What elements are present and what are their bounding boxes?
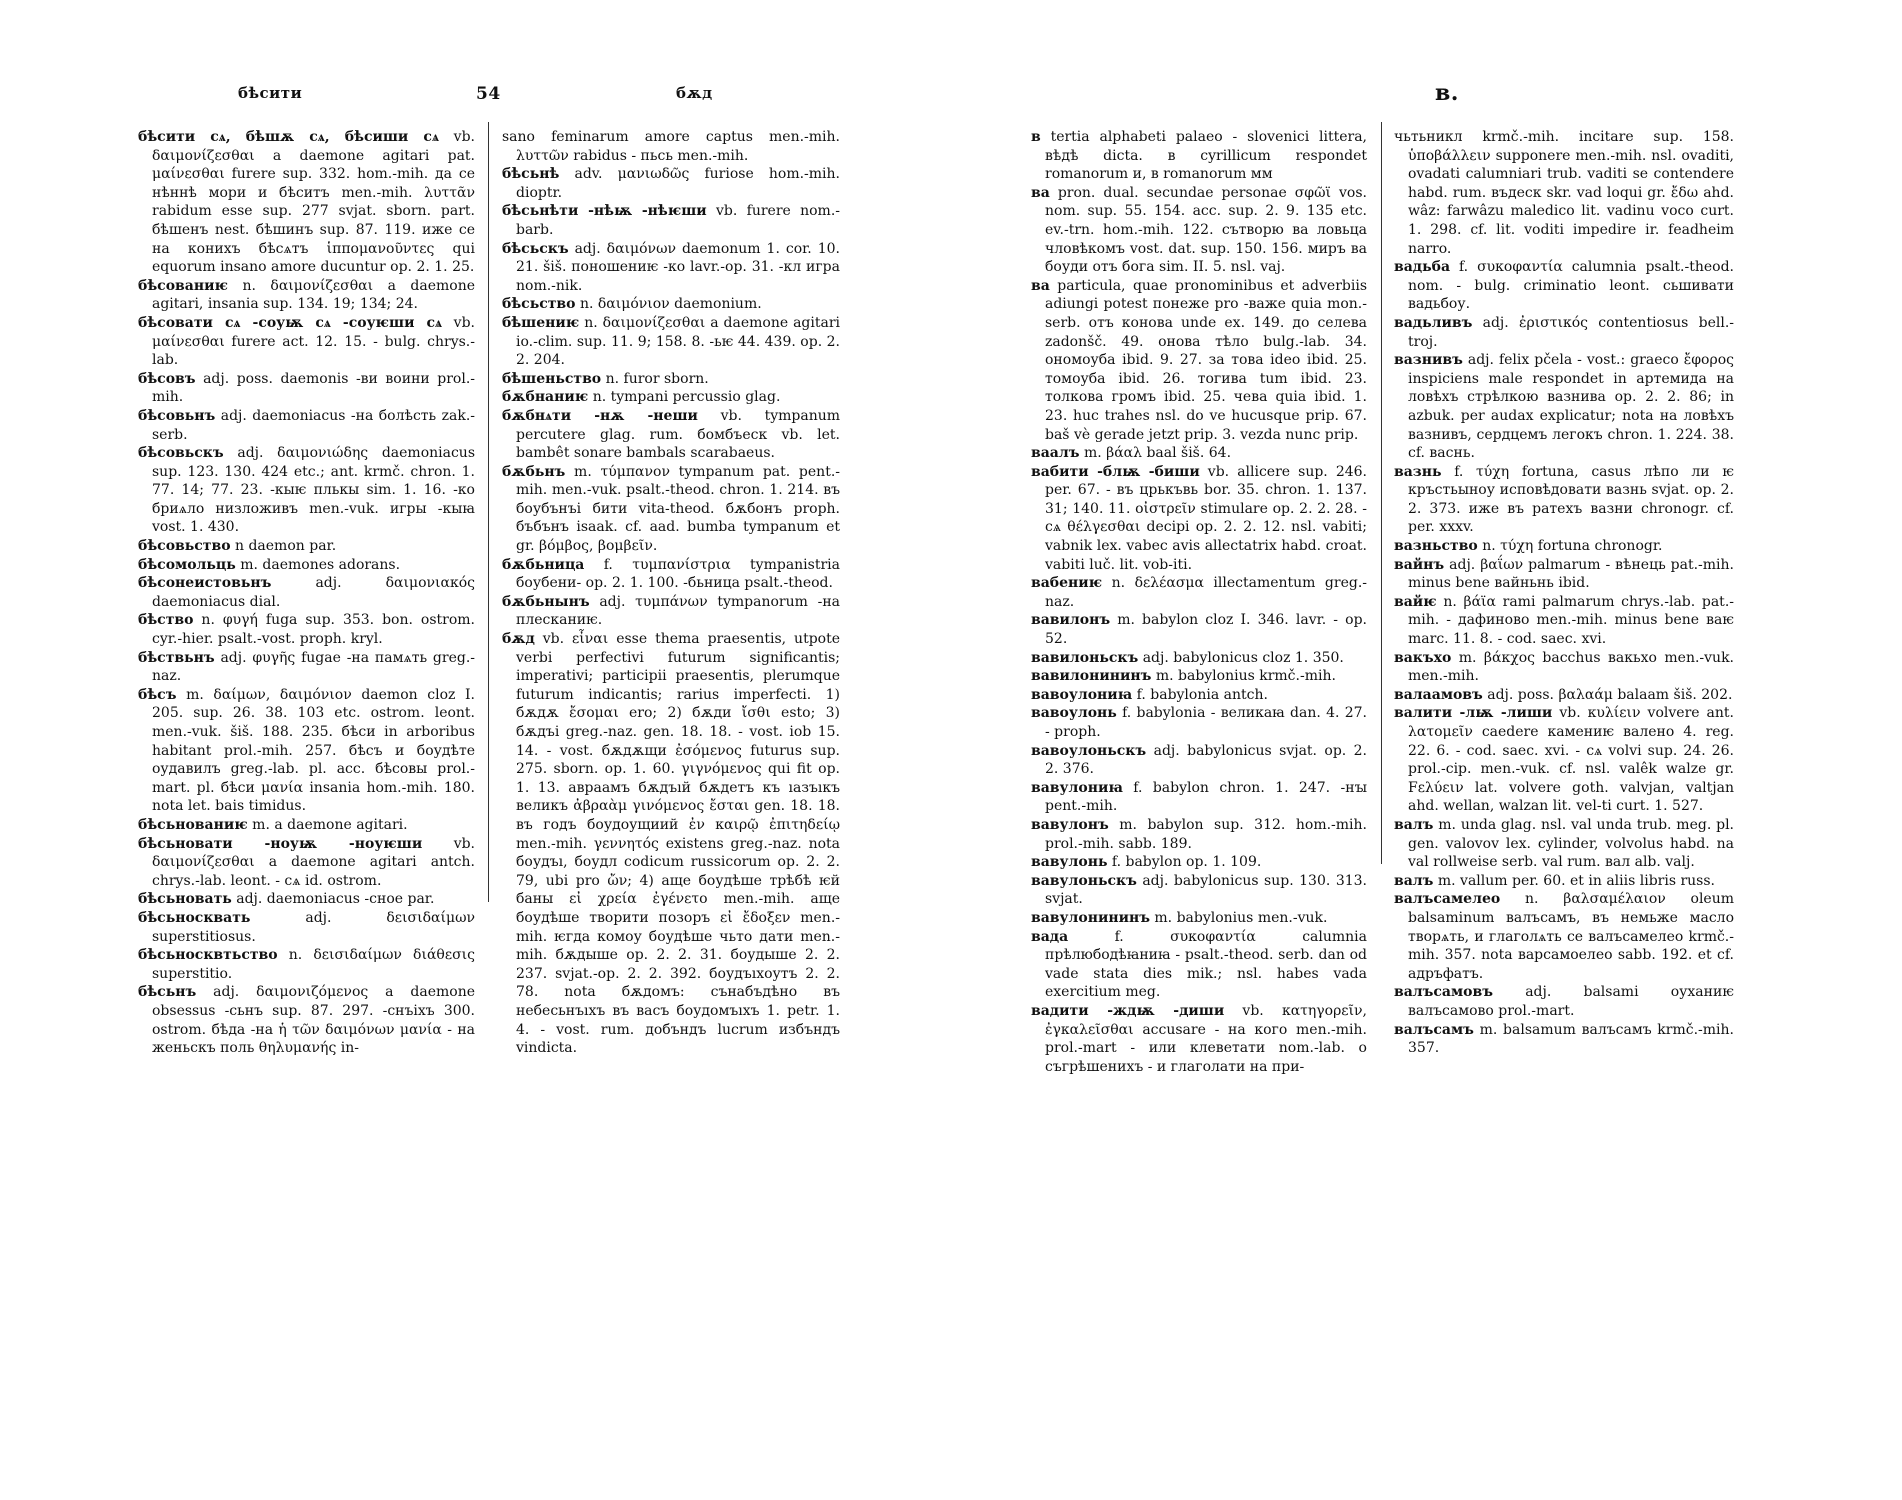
column-divider [488,122,489,902]
dictionary-entry [1394,128,1734,258]
entry-headword: валъ [1394,872,1434,889]
dictionary-entry [138,556,475,575]
dictionary-entry [1394,593,1734,649]
entry-definition: n. δεισιδαίμων διάθεσις superstitio. [152,947,475,982]
entry-headword: вада [1031,928,1069,945]
entry-definition: f. babylon chron. 1. 247. -нꙑ pent.-mih. [1045,779,1367,815]
running-head-left: бѣсити [238,84,303,102]
entry-definition: чьтьникл krmč.-mih. incitare sup. 158. ὑποβάλλειν supponere men.-mih. nsl. ovaditi, ovadati calumniari trub. vaditi se contendere habd. rum. въдеск skr. vad loqui gr. ἔδω ahd. wâz: farwâzu maledico lit. vadinu voco curt. 1. 298. cf. lit. voditi impedire ir. feadheim narro. [1394,129,1734,257]
entry-headword: бѫбьнъ [502,463,566,480]
dictionary-entry [138,277,475,314]
dictionary-entry [502,556,840,593]
dictionary-entry [1394,351,1734,463]
entry-definition: m. vallum per. 60. et in aliis libris russ. [1437,872,1715,889]
entry-definition: f. συκοφαντία calumnia прѣлюбодѣꙗниꙗ - psalt.-theod. serb. dan od vade stata dies mik.; nsl. habes vada exercitium meg. [1045,928,1367,1001]
entry-definition: f. babylon op. 1. 109. [1111,854,1262,871]
dictionary-entry [1031,667,1367,686]
entry-headword: бѣсьносквать [138,909,251,926]
entry-definition: m. balsamum валъсамъ krmč.-mih. 357. [1408,1021,1735,1057]
entry-definition: adj. felix pčela - vost.: graeco ἔφορος inspiciens male respondet in артемида на ловѣхъ стрѣлкою вазнива op. 2. 2. 86; in azbuk. per audax explicatur; nota на ловѣхъ вазнивъ, сердцемъ легокъ chron. 1. 224. 38. cf. васнь. [1408,352,1734,462]
entry-definition: m. βάαλ baal šiš. 64. [1083,445,1232,462]
dictionary-entry [1031,742,1367,779]
entry-headword: вайѥ [1394,593,1437,610]
entry-headword: бѣсованиѥ [138,277,228,294]
entry-headword: бѫбьница [502,556,585,573]
entry-headword: валити -лѭ -лиши [1394,705,1553,722]
entry-definition: m. babylon sup. 312. hom.-mih. prol.-mih. sabb. 189. [1045,816,1367,852]
entry-headword: бѣсьнѣти -нѣѭ -нѣѥши [502,203,707,220]
entry-definition: adj. ἐριστικός contentiosus bell.-troj. [1408,314,1734,350]
dictionary-entry [1394,258,1734,314]
entry-definition: vb. furere nom.-barb. [516,203,840,238]
dictionary-entry [1394,704,1734,816]
entry-headword: вавулонъ [1031,816,1109,833]
entry-headword: валъсамовъ [1394,984,1493,1001]
entry-headword: вавулониꙗ [1031,779,1123,796]
entry-definition: tertia alphabeti palaeo - slovenici littera, вѣдѣ dicta. в cyrillicum respondet romanorum и, в romanorum мм [1045,129,1367,183]
page-number: 54 [476,84,501,104]
entry-definition: adj. δαιμόνων daemonum 1. cor. 10. 21. šiš. поношениѥ -ко lavr.-op. 31. -кл игра nom.-nik. [516,240,840,294]
running-head [0,84,951,108]
dictionary-entry [138,835,475,891]
dictionary-entry [1394,537,1734,556]
entry-headword: бѣствьнъ [138,649,215,666]
right-page [951,0,1902,1500]
entry-definition: adv. μανιωδῶς furiose hom.-mih. dioptr. [516,166,841,201]
entry-headword: бѣсьнѣ [502,166,560,183]
entry-headword: вавилоньскъ [1031,649,1139,666]
entry-headword: бѫбнѧти -нѫ -неши [502,407,698,424]
entry-definition: adj. daemoniacus -сное par. [236,891,435,908]
entry-headword: валъсамелео [1394,891,1501,908]
entry-definition: m. βάκχος bacchus вакьхо men.-vuk. men.-mih. [1408,649,1735,685]
entry-definition: adj. babylonicus cloz 1. 350. [1142,649,1344,666]
entry-headword: вайнъ [1394,556,1445,573]
entry-headword: валъсамъ [1394,1021,1474,1038]
entry-definition: m. a daemone agitari. [252,816,408,833]
entry-definition: vb. allicere sup. 246. per. 67. - въ црькъвь bor. 35. chron. 1. 137. 31; 140. 11. οἰστρεῖν stimulare op. 2. 2. 28. - сѧ θέλγεσθαι decipi op. 2. 2. 12. nsl. vabiti; vabnik lex. vabec avis allectatrix habd. croat. vabiti luč. lit. vob-iti. [1045,463,1367,573]
entry-definition: adj. babylonicus svjat. op. 2. 2. 376. [1045,742,1368,778]
entry-headword: вазньство [1394,538,1478,555]
dictionary-entry [138,407,475,444]
dictionary-entry [138,890,475,909]
entry-definition: adj. τυμπάνων tympanorum -на плесканиѥ. [516,593,841,629]
entry-headword: вакъхо [1394,649,1452,666]
entry-headword: вазнивъ [1394,352,1463,369]
dictionary-entry [502,463,840,556]
entry-headword: бѣсьновати -ноуѭ -ноуѥши [138,835,423,852]
dictionary-entry [138,816,475,835]
entry-headword: вавилонининъ [1031,668,1152,685]
dictionary-entry [502,295,840,314]
dictionary-entry [1394,983,1734,1020]
entry-definition: f. babylonia antch. [1136,686,1268,703]
running-head [951,80,1902,108]
entry-definition: vb. εἶναι esse thema praesentis, utpote verbi perfectivi futurum significantis; imperativi; participii praesentis, plerumque futurum indicantis; rarius imperfecti. 1) бѫдѫ ἔσομαι ero; 2) бѫди ἴσθι esto; 3) бѫдъі greg.-naz. gen. 18. 18. - vost. iob 15. 14. - vost. бѫдѫщи ἐσόμενος futurus sup. 275. sborn. op. 1. 60. γιγνόμενος qui fit op. 1. 13. авраамъ бѫдъıй бѫдетъ къ ıазъıкъ великъ ἀβραὰμ γινόμενος ἔσται gen. 18. 18. въ годъ боудоущиий ἐν καιρῷ ἐπιτηδείῳ men.-mih. γεννητός existens greg.-naz. nota боудъı, боудл codicum russicorum op. 2. 2. 79, ubi pro ὤν; 4) аще боудѣше трѣбѣ ѥй баны εἰ χρεία ἐγένετο men.-mih. аще боудѣше творити позоръ εἰ ἔδοξεν men.-mih. ѥгда комоу боудѣше чьто дати men.-mih. бѫдыше op. 2. 2. 31. боудыше 2. 2. 237. svjat.-op. 2. 2. 392. боудъıхоутъ 2. 2. 78. nota бѫдомъ: сънабъдѣно въ небесьнъıхъ въ васъ боудомъıхъ 1. petr. 1. 4. - vost. rum. добъндъ lucrum избъндъ vindicta. [516,631,840,1057]
entry-headword: вавоулонь [1031,705,1117,722]
entry-definition: n. τύχη fortuna chronogr. [1482,538,1663,555]
dictionary-entry [1031,779,1367,816]
dictionary-entry [1031,574,1367,611]
entry-headword: ва [1031,277,1050,294]
dictionary-entry [138,314,475,370]
dictionary-entry [138,946,475,983]
entry-definition: m. daemones adorans. [240,556,401,573]
entry-definition: m. unda glag. nsl. val unda trub. meg. pl. gen. valovov lex. cylinder, volvolus habd. na val rollweise serb. val rum. вал alb. valj. [1408,816,1735,871]
dictionary-entry [502,314,840,370]
entry-headword: вавулонь [1031,854,1108,871]
dictionary-entry [502,128,840,165]
entry-definition: vb. κατηγορεῖν, ἐγκαλεῖσθαι accusare - на кого men.-mih. prol.-mart - или клеветати nom.-lab. о съгрѣшенихъ - и глаголати на при- [1045,1002,1368,1075]
entry-definition: n. δαιμονίζεσθαι a daemone agitari io.-clim. sup. 11. 9; 158. 8. -ьѥ 44. 439. op. 2. 2. 204. [516,314,841,369]
right-column-a [1031,128,1367,1076]
entry-definition: adj. δαιμονιώδης daemoniacus sup. 123. 130. 424 etc.; ant. krmč. chron. 1. 77. 14; 77. 23. -кыѥ плькы sim. 1. 16. -ко бриѧло низложивъ men.-vuk. игры -кыꙗ vost. 1. 430. [152,445,476,536]
dictionary-entry [138,370,475,407]
entry-definition: adj. δεισιδαίμων superstitiosus. [152,909,475,945]
entry-headword: вавулоньскъ [1031,872,1137,889]
entry-definition: vb. κυλίειν volvere ant. λατομεῖν caedere камениѥ валено 4. reg. 22. 6. - cod. saec. xvi. - сѧ volvi sup. 24. 26. prol.-cip. men.-vuk. cf. nsl. valêk walze gr. Fελύειν lat. volvere goth. valvjan, valtjan ahd. wellan, walzan lit. vel-ti curt. 1. 527. [1408,705,1734,815]
entry-headword: вадьба [1394,259,1451,276]
dictionary-entry [1031,816,1367,853]
entry-definition: adj. poss. βαλαάμ balaam šiš. 202. [1487,686,1733,703]
entry-definition: adj. babylonicus sup. 130. 313. svjat. [1045,872,1367,908]
entry-headword: бѣство [138,612,194,629]
dictionary-entry [502,388,840,407]
dictionary-entry [1394,1021,1734,1058]
dictionary-entry [1031,872,1367,909]
entry-headword: бѫбнаниѥ [502,389,589,406]
entry-headword: ваалъ [1031,445,1080,462]
entry-definition: f. τύχη fortuna, casus лѣпо ли ѥ кръстьыноу исповѣдовати вазнь svjat. op. 2. 2. 373. иже въ ратехъ вазни chronogr. cf. per. xxxv. [1408,463,1734,536]
entry-headword: бѣсомольць [138,556,236,573]
entry-definition: m. babylon cloz I. 346. lavr. - op. 52. [1045,612,1367,648]
dictionary-entry [1031,277,1367,444]
entry-definition: pron. dual. secundae personae σφῶϊ vos. nom. sup. 55. 154. acc. sup. 2. 9. 135 etc. ev.-trn. hom.-mih. 122. сътворю ва ловьца чловѣкомъ vost. dat. sup. 150. 156. миръ ва боуди отъ бога sim. II. 5. nsl. vaj. [1045,184,1367,276]
dictionary-entry [502,240,840,296]
entry-headword: бѣсовати сѧ -соуѭ сѧ -соуѥши сѧ [138,314,443,331]
entry-headword: бѣсьновать [138,891,232,908]
entry-headword: бѣшениѥ [502,314,580,331]
entry-headword: бѣсьнъ [138,984,197,1001]
dictionary-entry [502,593,840,630]
entry-headword: бѣсовьнъ [138,407,216,424]
dictionary-entry [1394,686,1734,705]
entry-headword: вазнь [1394,463,1442,480]
dictionary-entry [1031,184,1367,277]
dictionary-entry [1394,872,1734,891]
entry-definition: sano feminarum amore captus men.-mih. λυττῶν rabidus - пьсь men.-mih. [502,129,840,164]
entry-headword: бѣсовьство [138,538,231,555]
entry-definition: adj. daemoniacus -на болѣсть zak.-serb. [152,407,475,443]
entry-definition: m. τύμπανον tympanum pat. pent.-mih. men.-vuk. psalt.-theod. chron. 1. 214. въ боубънъі бити vita-theod. бѫбонъ proph. бъбънъ isaak. cf. aad. bumba tympanum et gr. βόμβος, βομβεῖν. [516,463,841,555]
entry-definition: particula, quae pronominibus et adverbiis adiungi potest понеже pro -важе quia mon.-serb. отъ конова unde ex. 149. до селева zadonšč. 49. онова тѣло bulg.-lab. 34. ономоуба ibid. 9. 27. за това ideo ibid. 25. томоуба ibid. 26. тогива tum ibid. 23. толкова громъ ibid. 25. чева quia ibid. 1. 23. huc trahes nsl. do ve huсusque prip. 67. baš vè gerade jetzt prip. 3. vezda nunc prip. [1045,277,1368,443]
running-head-right: бѫд [676,84,713,102]
entry-headword: бѫд [502,631,535,648]
entry-definition: n. φυγή fuga sup. 353. bon. ostrom. cyr.-hier. psalt.-vost. proph. kryl. [152,612,475,648]
entry-definition: vb. δαιμονίζεσθαι a daemone agitari antch. chrys.-lab. leont. - сѧ id. ostrom. [152,835,476,889]
column-divider [1381,122,1382,864]
entry-definition: adj. δαιμονιζόμενος a daemone obsessus -сьнъ sup. 87. 297. -снъіхъ 300. ostrom. бѣда -на ἡ τῶν δαιμόνων μανία - на женьскъ поль θηλυμανής in- [152,984,476,1057]
entry-definition: adj. βαΐων palmarum - вѣнець pat.-mih. minus bene вайньнь ibid. [1408,556,1735,592]
dictionary-entry [138,128,475,277]
dictionary-entry [502,165,840,202]
entry-headword: вадьливъ [1394,314,1473,331]
entry-definition: n. βάϊα rami palmarum chrys.-lab. pat.-mih. - дафиново men.-mih. minus bene ваѥ marc. 11. 8. - cod. saec. xvi. [1408,593,1734,648]
dictionary-entry [1031,704,1367,741]
dictionary-entry [1031,463,1367,575]
entry-headword: вавулонининъ [1031,909,1150,926]
entry-headword: вавоулоньскъ [1031,742,1147,759]
dictionary-entry [138,574,475,611]
dictionary-entry [1394,816,1734,872]
entry-definition: m. babylonius krmč.-mih. [1155,668,1336,685]
dictionary-entry [138,983,475,1057]
dictionary-entry [1394,649,1734,686]
entry-headword: вавилонъ [1031,612,1111,629]
entry-definition: f. babylonia - великаꙗ dan. 4. 27. - proph. [1045,705,1367,740]
dictionary-entry [138,444,475,537]
entry-definition: n. δαιμόνιον daemonium. [579,296,762,313]
dictionary-entry [1031,909,1367,928]
entry-definition: n. βαλσαμέλαιον oleum balsaminum валъсамъ, въ немьже масло творѧть, и глаголѧть се валъсамелео krmč.-mih. 357. nota варсамоелео sabb. 192. et cf. адръфатъ. [1408,891,1735,982]
entry-headword: бѣсьносквтьство [138,947,278,964]
entry-definition: f. τυμπανίστρια tympanistria боубени- op. 2. 1. 100. -бьница psalt.-theod. [516,556,840,592]
dictionary-entry [1394,463,1734,537]
dictionary-entry [1394,890,1734,983]
entry-headword: бѫбьнынъ [502,593,590,610]
entry-definition: vb. μαίνεσθαι furere act. 12. 15. - bulg. chrys.-lab. [152,314,475,369]
entry-definition: n daemon par. [235,538,337,555]
entry-definition: adj. δαιμονιακός daemoniacus dial. [152,575,475,610]
entry-headword: бѣшеньство [502,370,602,387]
entry-definition: n. δελέασμα illectamentum greg.-naz. [1045,575,1368,610]
entry-headword: бѣсовьскъ [138,445,224,462]
entry-headword: вадити -ждѭ -диши [1031,1002,1225,1019]
entry-definition: vb. δαιμονίζεσθαι a daemone agitari pat. μαίνεσθαι furere sup. 332. hom.-mih. да се нѣннѣ мори и бѣситъ men.-mih. λυττᾶν rabidum esse sup. 277 svjat. sborn. part. бѣшенъ nest. бѣшинъ sup. 87. 119. иже се на конихъ бѣсѧтъ ἱππομανοῦντες qui equorum insano amore ducuntur op. 2. 1. 25. [152,129,475,276]
entry-headword: вабити -блѭ -биши [1031,463,1200,480]
entry-headword: вабениѥ [1031,575,1103,592]
dictionary-entry [1394,556,1734,593]
dictionary-entry [138,686,475,816]
entry-definition: n. furor sborn. [605,370,709,387]
entry-headword: вавоулониꙗ [1031,686,1133,703]
entry-definition: vb. tympanum percutere glag. rum. бомбъеск vb. let. bambêt sonare bambals scarabaeus. [516,407,840,462]
dictionary-entry [1031,853,1367,872]
entry-headword: бѣсьскъ [502,240,569,257]
entry-headword: бѣсити сѧ, бѣшѫ сѧ, бѣсиши сѧ [138,129,439,145]
entry-definition: adj. balsami оуханиѥ валъсамово prol.-mart. [1408,984,1734,1019]
dictionary-entry [1031,649,1367,668]
right-column-b [1394,128,1734,1058]
section-letter: в. [1435,80,1459,106]
entry-headword: бѣсьство [502,296,576,313]
dictionary-entry [1031,1002,1367,1076]
entry-headword: валъ [1394,816,1434,833]
left-column-a [138,128,475,1058]
dictionary-entry [1031,128,1367,184]
dictionary-entry [1031,611,1367,648]
dictionary-entry [1031,444,1367,463]
dictionary-entry [502,370,840,389]
entry-headword: бѣсонеистовьнъ [138,575,272,592]
dictionary-entry [502,407,840,463]
entry-definition: n. tympani percussio glag. [592,389,781,406]
entry-headword: бѣсовъ [138,370,196,387]
entry-definition: f. συκοφαντία calumnia psalt.-theod. nom. - bulg. criminatio leont. сьшивати вадьбоу. [1408,259,1735,313]
entry-headword: бѣсъ [138,686,177,703]
dictionary-entry [138,909,475,946]
dictionary-entry [138,537,475,556]
dictionary-entry [1394,314,1734,351]
entry-headword: бѣсьнованиѥ [138,816,248,833]
dictionary-entry [138,649,475,686]
left-column-b [502,128,840,1058]
dictionary-entry [502,630,840,1058]
entry-definition: n. δαιμονίζεσθαι a daemone agitari, insania sup. 134. 19; 134; 24. [152,277,476,313]
entry-definition: adj. φυγῆς fugae -на памѧть greg.-naz. [152,649,476,685]
entry-definition: m. babylonius men.-vuk. [1154,909,1328,926]
entry-definition: adj. poss. daemonis -ви воини prol.-mih. [152,370,476,406]
entry-headword: валаамовъ [1394,686,1483,703]
dictionary-entry [1031,928,1367,1002]
entry-headword: в [1031,129,1041,145]
entry-definition: m. δαίμων, δαιμόνιον daemon cloz I. 205. sup. 26. 38. 103 etc. ostrom. leont. men.-vuk. šiš. 188. 235. бѣси in arboribus habitant prol.-mih. 257. бѣсъ и боудѣте оудавилъ greg.-lab. pl. acc. бѣсовы prol.-mart. pl. бѣси μανία insania hom.-mih. 180. nota let. bais timidus. [152,686,475,815]
entry-headword: ва [1031,184,1050,201]
dictionary-entry [1031,686,1367,705]
dictionary-entry [138,611,475,648]
dictionary-entry [502,202,840,239]
